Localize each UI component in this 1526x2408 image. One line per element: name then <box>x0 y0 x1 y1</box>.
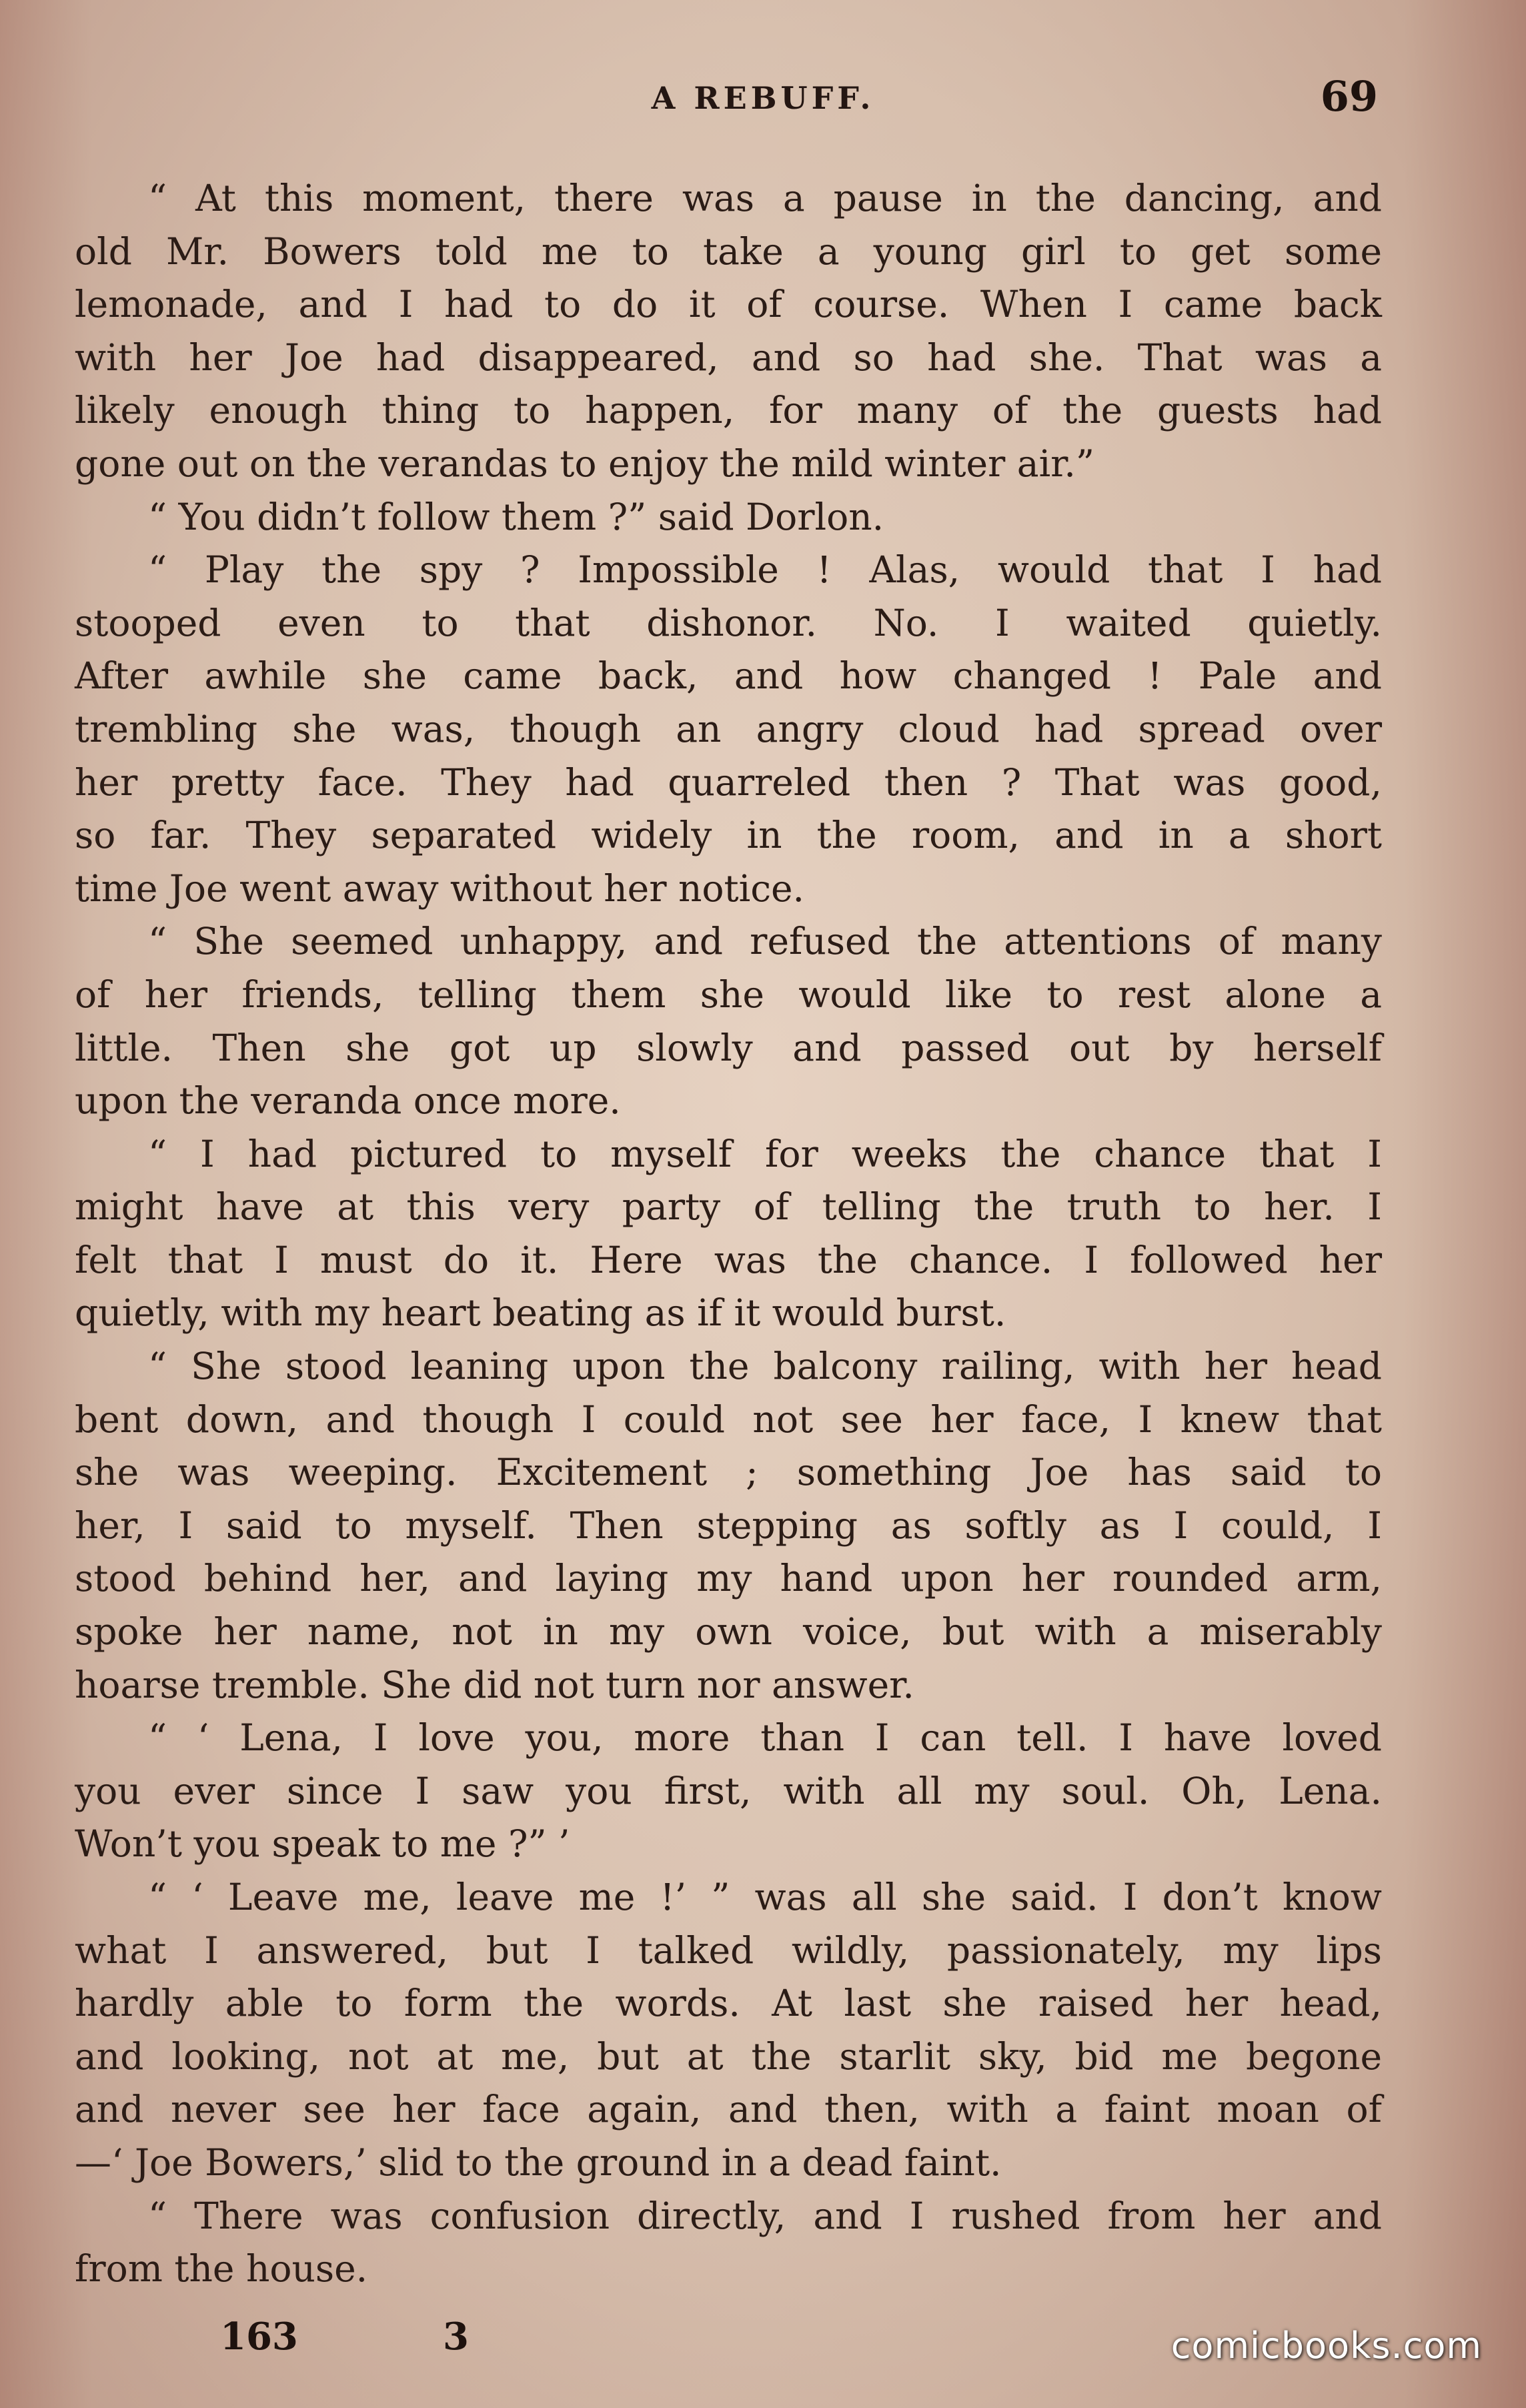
text-line: her pretty face. They had quarreled then ? That was good, <box>75 760 1382 804</box>
text-line: “ There was confusion directly, and I rushed from her and <box>148 2194 1382 2237</box>
text-line: old Mr. Bowers told me to take a young girl to get some <box>75 229 1382 273</box>
text-line: “ She seemed unhappy, and refused the attentions of many <box>148 920 1382 963</box>
text-line: “ At this moment, there was a pause in the dancing, and <box>148 177 1382 219</box>
text-line: “ Play the spy ? Impossible ! Alas, would that I had <box>148 548 1382 592</box>
text-line: “ She stood leaning upon the balcony railing, with her head <box>148 1345 1382 1388</box>
text-line: and never see her face again, and then, with a faint moan of <box>75 2088 1382 2131</box>
text-line: hardly able to form the words. At last she raised her head, <box>75 1982 1382 2025</box>
text-line: “ You didn’t follow them ?” said Dorlon. <box>148 495 884 538</box>
text-line: “ ‘ Lena, I love you, more than I can tell. I have loved <box>148 1716 1382 1760</box>
text-line: might have at this very party of telling the truth to her. I <box>75 1185 1382 1229</box>
page-header <box>0 72 1526 132</box>
text-line: she was weeping. Excitement ; something Joe has said to <box>75 1451 1382 1494</box>
signature-mark: 3 <box>443 2315 469 2359</box>
page-number: 69 <box>1320 72 1378 121</box>
text-line: hoarse tremble. She did not turn nor answer. <box>75 1663 914 1706</box>
text-line: stood behind her, and laying my hand upon her rounded arm, <box>75 1557 1382 1600</box>
watermark: comicbooks.com <box>1171 2325 1482 2367</box>
text-line: After awhile she came back, and how changed ! Pale and <box>75 654 1382 698</box>
text-line: with her Joe had disappeared, and so had she. That was a <box>75 336 1382 379</box>
text-line: little. Then she got up slowly and passed out by herself <box>75 1026 1382 1069</box>
text-line: what I answered, but I talked wildly, passionately, my lips <box>75 1928 1382 1972</box>
running-title: A REBUFF. <box>651 80 875 116</box>
text-line: likely enough thing to happen, for many of the guests had <box>75 389 1382 432</box>
text-line: —‘ Joe Bowers,’ slid to the ground in a dead faint. <box>75 2141 1002 2184</box>
text-line: upon the veranda once more. <box>75 1079 621 1123</box>
text-line: stooped even to that dishonor. No. I waited quietly. <box>75 601 1382 644</box>
text-line: spoke her name, not in my own voice, but with a miserably <box>75 1610 1382 1654</box>
text-line: you ever since I saw you first, with all my soul. Oh, Lena. <box>75 1769 1382 1812</box>
text-line: of her friends, telling them she would like to rest alone a <box>75 973 1382 1016</box>
text-line: gone out on the verandas to enjoy the mild winter air.” <box>75 442 1095 485</box>
text-line: bent down, and though I could not see her face, I knew that <box>75 1397 1382 1441</box>
text-line: trembling she was, though an angry cloud had spread over <box>75 707 1382 750</box>
text-line: so far. They separated widely in the room, and in a short <box>75 814 1382 857</box>
text-line: quietly, with my heart beating as if it would burst. <box>75 1291 1006 1335</box>
text-line: time Joe went away without her notice. <box>75 866 805 910</box>
text-line: Won’t you speak to me ?” ’ <box>75 1822 570 1866</box>
text-line: from the house. <box>75 2247 368 2291</box>
text-line: and looking, not at me, but at the starlit sky, bid me begone <box>75 2034 1382 2078</box>
text-line: lemonade, and I had to do it of course. When I came back <box>75 283 1382 326</box>
signature-number: 163 <box>220 2315 298 2359</box>
text-line: “ I had pictured to myself for weeks the chance that I <box>148 1132 1382 1175</box>
text-line: “ ‘ Leave me, leave me !’ ” was all she said. I don’t know <box>148 1876 1382 1918</box>
body-text <box>75 172 1382 2296</box>
text-line: her, I said to myself. Then stepping as softly as I could, I <box>75 1503 1382 1547</box>
text-line: felt that I must do it. Here was the chance. I followed her <box>75 1238 1382 1281</box>
